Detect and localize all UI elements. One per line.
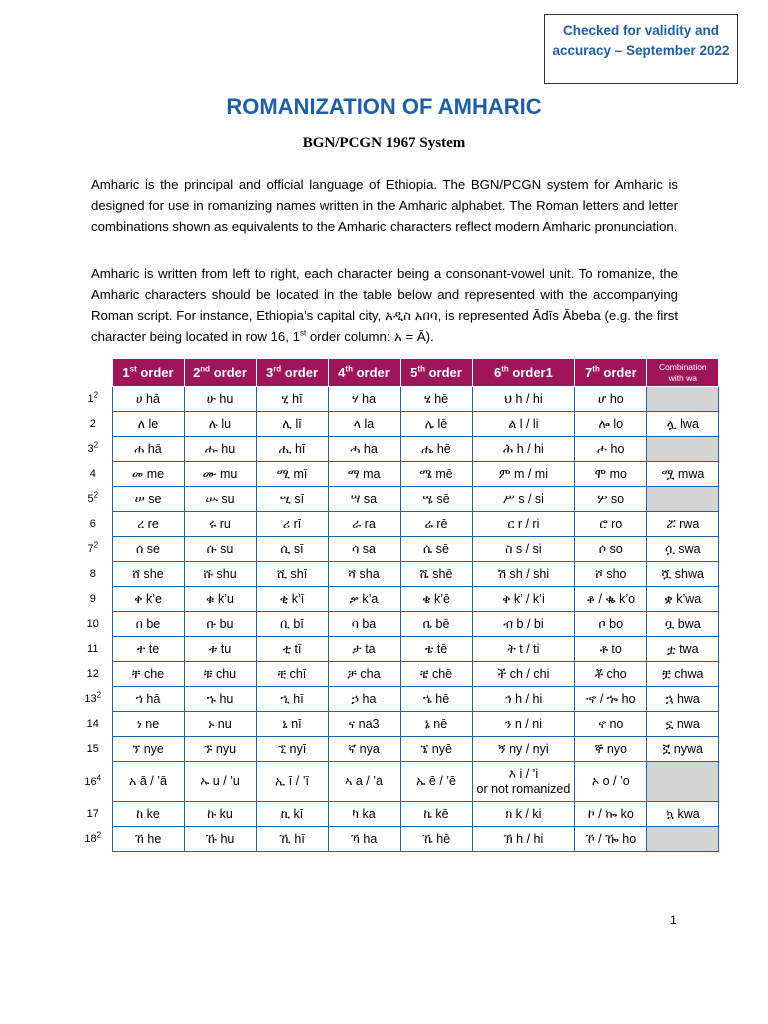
row-number: 6 [89,518,96,530]
row-number: $13^2$ [84,690,102,705]
table-row [74,802,719,827]
character-cell: ቁ k’u [184,587,256,612]
character-cell: ሴ sē [400,537,472,562]
character-cell: ሶ so [575,537,647,562]
character-cell: ታ ta [328,637,400,662]
row-number: $18^2$ [84,830,102,845]
character-cell: ኘ nye [112,737,184,762]
character-cell: ኆ / ኈ ho [575,687,647,712]
usage-paragraph: Amharic is written from left to right, each character being a consonant-vowel unit. To romanize, the Amharic characters should be located in the table below and represented with the accompanying Roman script. For instance, Ethiopia’s capital city, አዲስ አበባ, is represented Ādīs Ābeba (e.g. the first character being located in row 16, 1st order column: አ = Ā). [91,266,678,344]
row-number: 12 [86,668,99,680]
character-cell: ኢ ī / ’ī [256,762,328,802]
character-cell: ሓ ha [328,437,400,462]
character-cell: ኁ hu [184,687,256,712]
character-cell: ቴ tē [400,637,472,662]
character-cell: ቂ k’ī [256,587,328,612]
character-cell: ሜ mē [400,462,472,487]
character-cell: ሬ rē [400,512,472,537]
character-cell: ሃ ha [328,387,400,412]
intro-paragraph: Amharic is the principal and official language of Ethiopia. The BGN/PCGN system for Amharic is designed for use in romanizing names written in the Amharic alphabet. The Roman letters and letter combinations shown as equivalents to the Amharic characters reflect modern Amharic pronunciation. [91,177,678,234]
character-cell: ት t / ti [472,637,575,662]
character-cell: ኗ nwa [647,712,719,737]
empty-cell [647,387,719,412]
table-row [74,437,719,462]
character-cell: ቸ che [112,662,184,687]
character-cell: ቧ bwa [647,612,719,637]
page-subtitle: BGN/PCGN 1967 System [302,135,466,151]
table-row [74,687,719,712]
row-number: 2 [89,418,96,430]
row-number: 9 [89,593,96,605]
character-cell: ካ ka [328,802,400,827]
character-cell: ኣ a / ’a [328,762,400,802]
character-cell: ኹ hu [184,827,256,852]
character-cell: ኀ hā [112,687,184,712]
character-cell: ኽ h / hi [472,827,575,852]
row-number: $16^4$ [84,772,102,788]
character-cell: ማ ma [328,462,400,487]
row-number: 10 [86,618,99,630]
row-number: 15 [86,743,99,755]
character-cell: ረ re [112,512,184,537]
character-cell: ቆ / ቈ k’o [575,587,647,612]
character-cell: ኄ hē [400,687,472,712]
character-cell: ቿ chwa [647,662,719,687]
row-number: $7^2$ [87,540,99,555]
character-cell: ሹ shu [184,562,256,587]
character-cell: ኮ / ኰ ko [575,802,647,827]
character-cell: ሼ shē [400,562,472,587]
character-cell: ቢ bī [256,612,328,637]
character-cell: ሄ hē [400,387,472,412]
character-cell: ሏ lwa [647,412,719,437]
character-cell: ና na3 [328,712,400,737]
character-cell: ቼ chē [400,662,472,687]
character-cell: ነ ne [112,712,184,737]
character-cell: ሲ sī [256,537,328,562]
character-cell: ሷ swa [647,537,719,562]
character-cell: ቀ k’e [112,587,184,612]
character-cell: ሮ ro [575,512,647,537]
column-header: 4th order [328,359,400,387]
character-cell: ኼ hē [400,827,472,852]
character-cell: ኤ ē / ’ē [400,762,472,802]
row-number: 11 [87,643,99,655]
character-cell: ኾ / ዀ ho [575,827,647,852]
character-cell: ቷ twa [647,637,719,662]
character-cell: ኡ u / ’u [184,762,256,802]
character-cell: ሤ sē [400,487,472,512]
character-cell: ኝ ny / nyi [472,737,575,762]
table-row [74,612,719,637]
character-cell: ን n / ni [472,712,575,737]
character-cell: ቹ chu [184,662,256,687]
not-romanized-note: or not romanized [476,782,571,796]
character-cell: ሿ shwa [647,562,719,587]
validity-stamp: Checked for validity and accuracy – September 2022 [544,14,738,84]
character-cell: መ me [112,462,184,487]
page-number: 1 [670,913,677,927]
empty-cell [647,827,719,852]
character-cell: ኖ no [575,712,647,737]
column-header: 5th order [400,359,472,387]
character-cell: ም m / mi [472,462,575,487]
character-cell: ሑ hu [184,437,256,462]
character-cell: ኞ nyo [575,737,647,762]
table-row [74,637,719,662]
character-cell: ሔ hē [400,437,472,462]
row-number: 4 [89,468,96,480]
empty-cell [647,487,719,512]
character-cell: ል l / li [472,412,575,437]
column-header: Combination with wa [647,359,719,387]
character-cell: በ be [112,612,184,637]
character-cell: ቱ tu [184,637,256,662]
character-cell: ሳ sa [328,537,400,562]
character-cell: ሎ lo [575,412,647,437]
character-cell: ሥ s / si [472,487,575,512]
table-row [74,412,719,437]
romanization-table [74,358,719,852]
character-cell: ኋ hwa [647,687,719,712]
character-cell: ር r / ri [472,512,575,537]
character-cell: ሖ ho [575,437,647,462]
character-cell: ኂ hī [256,687,328,712]
character-cell: ሢ sī [256,487,328,512]
row-number: 8 [89,568,96,580]
character-cell: ሽ sh / shi [472,562,575,587]
table-row [74,512,719,537]
character-cell: ሟ mwa [647,462,719,487]
row-number: $3^2$ [87,440,99,455]
character-cell: ሪ rī [256,512,328,537]
character-cell: ኻ ha [328,827,400,852]
character-cell: ቦ bo [575,612,647,637]
character-cell: ኩ ku [184,802,256,827]
character-cell: ሾ sho [575,562,647,587]
character-cell: ሠ se [112,487,184,512]
character-cell: ኟ nywa [647,737,719,762]
character-cell: ሦ so [575,487,647,512]
character-cell: ኚ nyī [256,737,328,762]
character-cell: ሞ mo [575,462,647,487]
character-cell: ኪ kī [256,802,328,827]
character-cell: እ i / ’i or not romanized [472,762,575,802]
character-cell: ራ ra [328,512,400,537]
character-cell: ባ ba [328,612,400,637]
character-cell: ሂ hī [256,387,328,412]
character-cell: ቅ k’ / k’i [472,587,575,612]
character-cell: ቤ bē [400,612,472,637]
character-cell: ኦ o / ’o [575,762,647,802]
character-cell: ክ k / ki [472,802,575,827]
character-cell: ለ le [112,412,184,437]
character-cell: ኒ nī [256,712,328,737]
character-cell: ሯ rwa [647,512,719,537]
empty-cell [647,762,719,802]
character-cell: ኅ h / hi [472,687,575,712]
character-cell: ቡ bu [184,612,256,637]
character-cell: ሊ lī [256,412,328,437]
character-cell: ሒ hī [256,437,328,462]
character-cell: ቺ chī [256,662,328,687]
character-cell: ኬ kē [400,802,472,827]
table-row [74,537,719,562]
character-cell: ኺ hī [256,827,328,852]
column-header: 6th order1 [472,359,575,387]
character-cell: ስ s / si [472,537,575,562]
character-cell: ሙ mu [184,462,256,487]
character-cell: ሕ h / hi [472,437,575,462]
column-header: 1st order [112,359,184,387]
column-header: 2nd order [184,359,256,387]
character-cell: ቾ cho [575,662,647,687]
empty-cell [647,437,719,462]
table-row [74,737,719,762]
character-cell: ኙ nyu [184,737,256,762]
character-cell: ከ ke [112,802,184,827]
character-cell: ቄ k’ē [400,587,472,612]
character-cell: ኜ nyē [400,737,472,762]
table-row [74,827,719,852]
table-row [74,387,719,412]
character-cell: ሺ shī [256,562,328,587]
character-cell: ቻ cha [328,662,400,687]
character-cell: ሱ su [184,537,256,562]
column-header: 7th order [575,359,647,387]
character-cell: ኛ nya [328,737,400,762]
character-cell: ቃ k’a [328,587,400,612]
character-cell: ሐ hā [112,437,184,462]
character-cell: ሆ ho [575,387,647,412]
row-number: $5^2$ [87,490,99,505]
character-cell: ቲ tī [256,637,328,662]
character-cell: ኃ ha [328,687,400,712]
character-cell: አ ā / ’ā [112,762,184,802]
character-cell: ላ la [328,412,400,437]
table-row [74,587,719,612]
character-cell: ሻ sha [328,562,400,587]
character-cell: ሚ mī [256,462,328,487]
character-cell: ሉ lu [184,412,256,437]
table-row [74,662,719,687]
character-cell: ኑ nu [184,712,256,737]
character-cell: ብ b / bi [472,612,575,637]
character-cell: ቋ k’wa [647,587,719,612]
page-title: ROMANIZATION OF AMHARIC [226,94,542,119]
table-header-row [74,359,719,387]
character-cell: ሁ hu [184,387,256,412]
character-cell: ኳ kwa [647,802,719,827]
character-cell: ኔ nē [400,712,472,737]
table-row [74,712,719,737]
character-cell: ህ h / hi [472,387,575,412]
character-cell: ቶ to [575,637,647,662]
character-cell: ተ te [112,637,184,662]
character-cell: ሸ she [112,562,184,587]
column-header: 3rd order [256,359,328,387]
character-cell: ሣ sa [328,487,400,512]
row-number: 17 [86,808,99,820]
row-number: 14 [86,718,99,730]
table-row [74,562,719,587]
row-number: $1^2$ [87,390,99,405]
character-cell: ች ch / chi [472,662,575,687]
character-cell: ሀ hā [112,387,184,412]
table-row [74,487,719,512]
character-cell: ሡ su [184,487,256,512]
table-row [74,762,719,802]
character-cell: ሌ lē [400,412,472,437]
table-row [74,462,719,487]
character-cell: ኸ he [112,827,184,852]
character-cell: ሰ se [112,537,184,562]
character-cell: ሩ ru [184,512,256,537]
